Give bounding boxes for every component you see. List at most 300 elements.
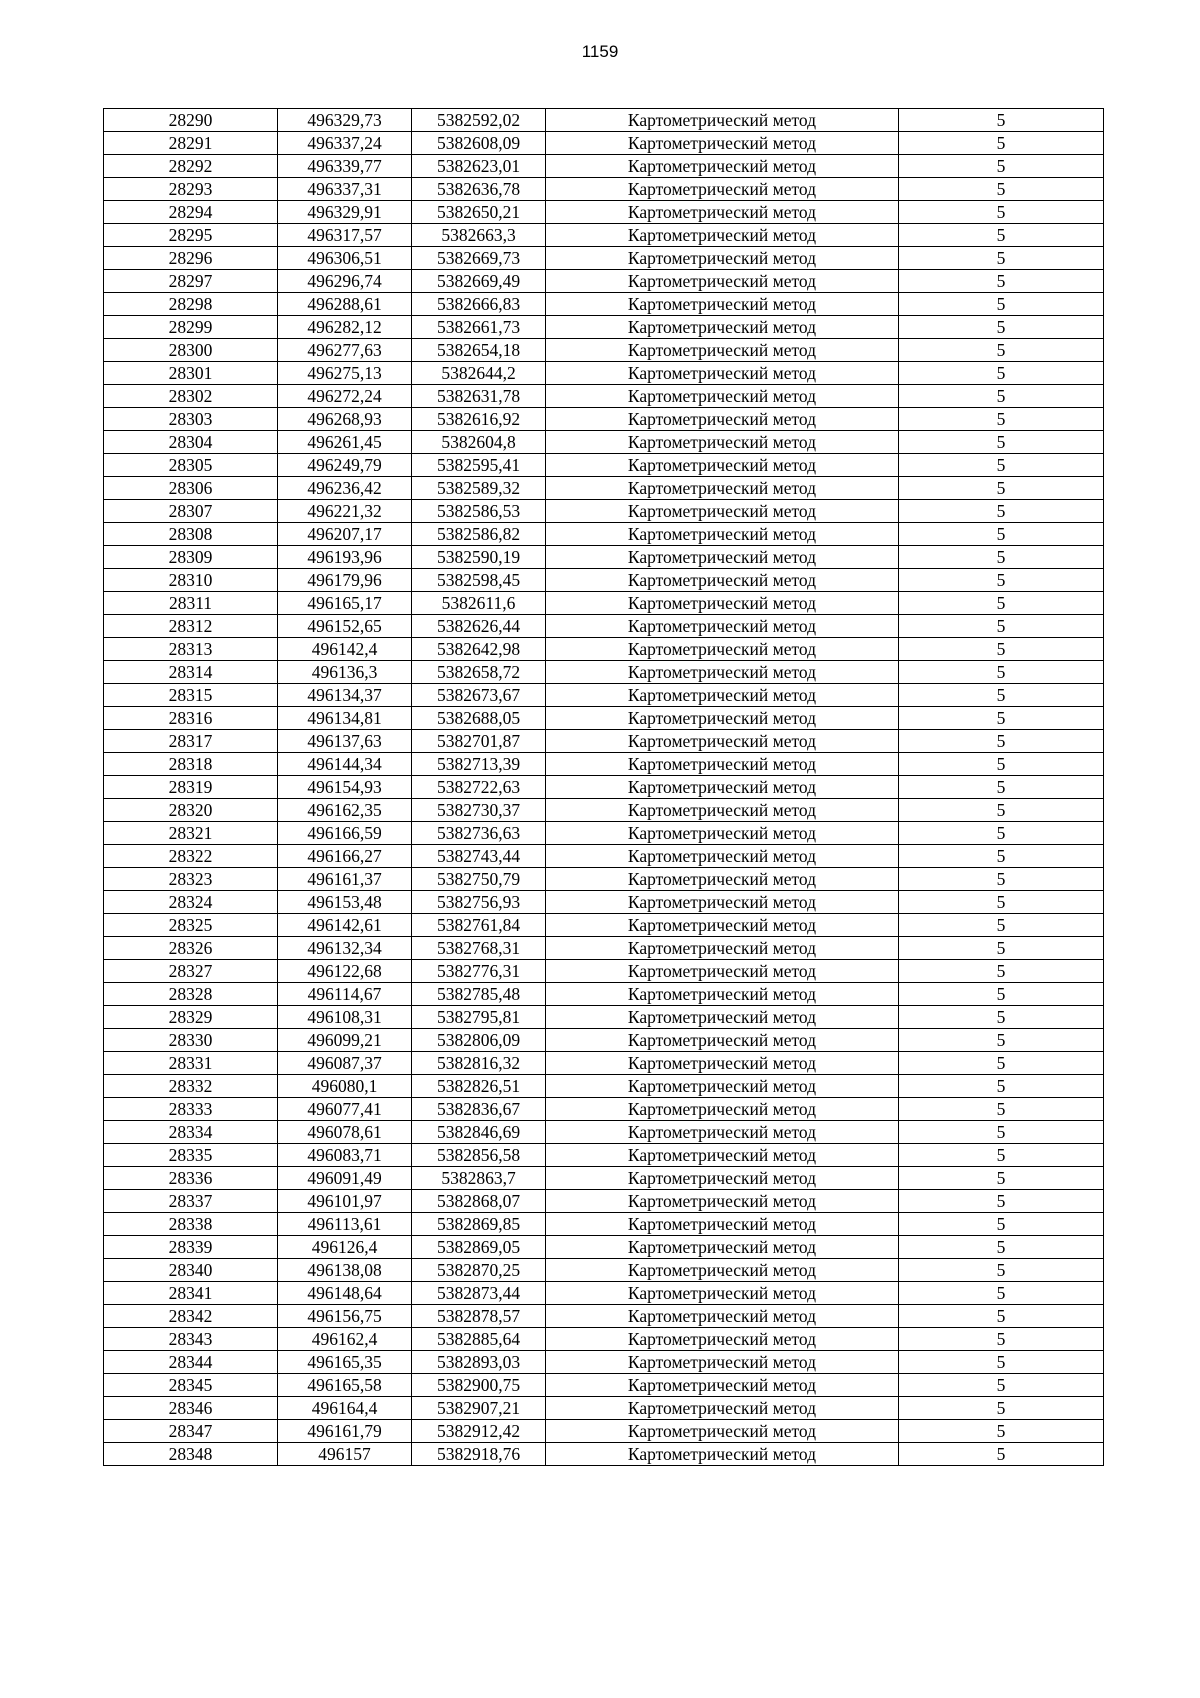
point-number-cell: 28301	[104, 362, 278, 385]
y-coordinate-cell: 5382900,75	[412, 1374, 546, 1397]
y-coordinate-cell: 5382616,92	[412, 408, 546, 431]
table-row	[104, 868, 1104, 891]
accuracy-cell: 5	[899, 1443, 1104, 1466]
page-number: 1159	[581, 42, 619, 61]
x-coordinate-cell: 496221,32	[278, 500, 412, 523]
method-cell: Картометрический метод	[546, 1144, 899, 1167]
y-coordinate-cell: 5382736,63	[412, 822, 546, 845]
accuracy-cell: 5	[899, 960, 1104, 983]
table-row	[104, 477, 1104, 500]
x-coordinate-cell: 496122,68	[278, 960, 412, 983]
accuracy-cell: 5	[899, 1098, 1104, 1121]
y-coordinate-cell: 5382776,31	[412, 960, 546, 983]
table-row	[104, 1236, 1104, 1259]
y-coordinate-cell: 5382611,6	[412, 592, 546, 615]
accuracy-cell: 5	[899, 753, 1104, 776]
accuracy-cell: 5	[899, 1259, 1104, 1282]
accuracy-cell: 5	[899, 293, 1104, 316]
method-cell: Картометрический метод	[546, 385, 899, 408]
y-coordinate-cell: 5382592,02	[412, 109, 546, 132]
accuracy-cell: 5	[899, 891, 1104, 914]
point-number-cell: 28338	[104, 1213, 278, 1236]
point-number-cell: 28317	[104, 730, 278, 753]
y-coordinate-cell: 5382912,42	[412, 1420, 546, 1443]
y-coordinate-cell: 5382836,67	[412, 1098, 546, 1121]
y-coordinate-cell: 5382673,67	[412, 684, 546, 707]
x-coordinate-cell: 496161,37	[278, 868, 412, 891]
point-number-cell: 28308	[104, 523, 278, 546]
table-row	[104, 891, 1104, 914]
accuracy-cell: 5	[899, 1167, 1104, 1190]
x-coordinate-cell: 496193,96	[278, 546, 412, 569]
method-cell: Картометрический метод	[546, 178, 899, 201]
method-cell: Картометрический метод	[546, 707, 899, 730]
y-coordinate-cell: 5382586,82	[412, 523, 546, 546]
y-coordinate-cell: 5382589,32	[412, 477, 546, 500]
method-cell: Картометрический метод	[546, 753, 899, 776]
method-cell: Картометрический метод	[546, 224, 899, 247]
point-number-cell: 28318	[104, 753, 278, 776]
accuracy-cell: 5	[899, 799, 1104, 822]
accuracy-cell: 5	[899, 1052, 1104, 1075]
y-coordinate-cell: 5382688,05	[412, 707, 546, 730]
method-cell: Картометрический метод	[546, 270, 899, 293]
point-number-cell: 28329	[104, 1006, 278, 1029]
accuracy-cell: 5	[899, 523, 1104, 546]
point-number-cell: 28330	[104, 1029, 278, 1052]
point-number-cell: 28305	[104, 454, 278, 477]
table-row	[104, 960, 1104, 983]
method-cell: Картометрический метод	[546, 1443, 899, 1466]
y-coordinate-cell: 5382644,2	[412, 362, 546, 385]
x-coordinate-cell: 496306,51	[278, 247, 412, 270]
table-row	[104, 937, 1104, 960]
point-number-cell: 28341	[104, 1282, 278, 1305]
x-coordinate-cell: 496134,81	[278, 707, 412, 730]
x-coordinate-cell: 496329,73	[278, 109, 412, 132]
accuracy-cell: 5	[899, 1236, 1104, 1259]
method-cell: Картометрический метод	[546, 316, 899, 339]
accuracy-cell: 5	[899, 201, 1104, 224]
method-cell: Картометрический метод	[546, 500, 899, 523]
accuracy-cell: 5	[899, 1144, 1104, 1167]
accuracy-cell: 5	[899, 1351, 1104, 1374]
accuracy-cell: 5	[899, 132, 1104, 155]
accuracy-cell: 5	[899, 776, 1104, 799]
y-coordinate-cell: 5382669,49	[412, 270, 546, 293]
table-row	[104, 1397, 1104, 1420]
method-cell: Картометрический метод	[546, 1351, 899, 1374]
table-row	[104, 546, 1104, 569]
y-coordinate-cell: 5382730,37	[412, 799, 546, 822]
y-coordinate-cell: 5382806,09	[412, 1029, 546, 1052]
point-number-cell: 28321	[104, 822, 278, 845]
table-row	[104, 109, 1104, 132]
table-row	[104, 1121, 1104, 1144]
y-coordinate-cell: 5382701,87	[412, 730, 546, 753]
y-coordinate-cell: 5382623,01	[412, 155, 546, 178]
table-row	[104, 1052, 1104, 1075]
point-number-cell: 28312	[104, 615, 278, 638]
point-number-cell: 28297	[104, 270, 278, 293]
point-number-cell: 28334	[104, 1121, 278, 1144]
table-row	[104, 776, 1104, 799]
point-number-cell: 28299	[104, 316, 278, 339]
method-cell: Картометрический метод	[546, 362, 899, 385]
y-coordinate-cell: 5382863,7	[412, 1167, 546, 1190]
y-coordinate-cell: 5382795,81	[412, 1006, 546, 1029]
accuracy-cell: 5	[899, 1420, 1104, 1443]
x-coordinate-cell: 496142,4	[278, 638, 412, 661]
method-cell: Картометрический метод	[546, 1236, 899, 1259]
x-coordinate-cell: 496154,93	[278, 776, 412, 799]
y-coordinate-cell: 5382666,83	[412, 293, 546, 316]
table-row	[104, 1305, 1104, 1328]
y-coordinate-cell: 5382663,3	[412, 224, 546, 247]
method-cell: Картометрический метод	[546, 1213, 899, 1236]
point-number-cell: 28311	[104, 592, 278, 615]
method-cell: Картометрический метод	[546, 615, 899, 638]
y-coordinate-cell: 5382785,48	[412, 983, 546, 1006]
point-number-cell: 28296	[104, 247, 278, 270]
x-coordinate-cell: 496272,24	[278, 385, 412, 408]
table-row	[104, 1098, 1104, 1121]
x-coordinate-cell: 496268,93	[278, 408, 412, 431]
point-number-cell: 28322	[104, 845, 278, 868]
table-row	[104, 983, 1104, 1006]
point-number-cell: 28343	[104, 1328, 278, 1351]
point-number-cell: 28295	[104, 224, 278, 247]
x-coordinate-cell: 496166,27	[278, 845, 412, 868]
y-coordinate-cell: 5382756,93	[412, 891, 546, 914]
y-coordinate-cell: 5382869,85	[412, 1213, 546, 1236]
table-row	[104, 454, 1104, 477]
accuracy-cell: 5	[899, 661, 1104, 684]
y-coordinate-cell: 5382846,69	[412, 1121, 546, 1144]
point-number-cell: 28327	[104, 960, 278, 983]
table-row	[104, 1006, 1104, 1029]
x-coordinate-cell: 496261,45	[278, 431, 412, 454]
accuracy-cell: 5	[899, 454, 1104, 477]
x-coordinate-cell: 496080,1	[278, 1075, 412, 1098]
table-row	[104, 270, 1104, 293]
point-number-cell: 28302	[104, 385, 278, 408]
y-coordinate-cell: 5382642,98	[412, 638, 546, 661]
accuracy-cell: 5	[899, 316, 1104, 339]
method-cell: Картометрический метод	[546, 477, 899, 500]
accuracy-cell: 5	[899, 1121, 1104, 1144]
table-row	[104, 569, 1104, 592]
accuracy-cell: 5	[899, 247, 1104, 270]
point-number-cell: 28323	[104, 868, 278, 891]
table-row	[104, 1075, 1104, 1098]
method-cell: Картометрический метод	[546, 339, 899, 362]
method-cell: Картометрический метод	[546, 546, 899, 569]
point-number-cell: 28309	[104, 546, 278, 569]
y-coordinate-cell: 5382743,44	[412, 845, 546, 868]
accuracy-cell: 5	[899, 1374, 1104, 1397]
accuracy-cell: 5	[899, 1190, 1104, 1213]
method-cell: Картометрический метод	[546, 1259, 899, 1282]
x-coordinate-cell: 496142,61	[278, 914, 412, 937]
x-coordinate-cell: 496136,3	[278, 661, 412, 684]
point-number-cell: 28336	[104, 1167, 278, 1190]
table-row	[104, 799, 1104, 822]
point-number-cell: 28307	[104, 500, 278, 523]
accuracy-cell: 5	[899, 1006, 1104, 1029]
table-row	[104, 592, 1104, 615]
method-cell: Картометрический метод	[546, 1397, 899, 1420]
y-coordinate-cell: 5382722,63	[412, 776, 546, 799]
point-number-cell: 28315	[104, 684, 278, 707]
point-number-cell: 28347	[104, 1420, 278, 1443]
method-cell: Картометрический метод	[546, 661, 899, 684]
method-cell: Картометрический метод	[546, 1305, 899, 1328]
point-number-cell: 28335	[104, 1144, 278, 1167]
table-row	[104, 362, 1104, 385]
x-coordinate-cell: 496113,61	[278, 1213, 412, 1236]
y-coordinate-cell: 5382669,73	[412, 247, 546, 270]
point-number-cell: 28337	[104, 1190, 278, 1213]
method-cell: Картометрический метод	[546, 891, 899, 914]
coordinates-table-body	[104, 109, 1104, 1466]
method-cell: Картометрический метод	[546, 293, 899, 316]
table-row	[104, 385, 1104, 408]
table-row	[104, 316, 1104, 339]
x-coordinate-cell: 496126,4	[278, 1236, 412, 1259]
y-coordinate-cell: 5382761,84	[412, 914, 546, 937]
table-row	[104, 1282, 1104, 1305]
accuracy-cell: 5	[899, 1282, 1104, 1305]
table-row	[104, 224, 1104, 247]
method-cell: Картометрический метод	[546, 845, 899, 868]
point-number-cell: 28320	[104, 799, 278, 822]
table-row	[104, 1420, 1104, 1443]
table-row	[104, 822, 1104, 845]
method-cell: Картометрический метод	[546, 776, 899, 799]
method-cell: Картометрический метод	[546, 454, 899, 477]
method-cell: Картометрический метод	[546, 1328, 899, 1351]
y-coordinate-cell: 5382873,44	[412, 1282, 546, 1305]
x-coordinate-cell: 496144,34	[278, 753, 412, 776]
point-number-cell: 28346	[104, 1397, 278, 1420]
y-coordinate-cell: 5382608,09	[412, 132, 546, 155]
x-coordinate-cell: 496161,79	[278, 1420, 412, 1443]
y-coordinate-cell: 5382868,07	[412, 1190, 546, 1213]
x-coordinate-cell: 496277,63	[278, 339, 412, 362]
y-coordinate-cell: 5382869,05	[412, 1236, 546, 1259]
accuracy-cell: 5	[899, 569, 1104, 592]
y-coordinate-cell: 5382598,45	[412, 569, 546, 592]
y-coordinate-cell: 5382654,18	[412, 339, 546, 362]
accuracy-cell: 5	[899, 937, 1104, 960]
point-number-cell: 28340	[104, 1259, 278, 1282]
x-coordinate-cell: 496337,31	[278, 178, 412, 201]
method-cell: Картометрический метод	[546, 1052, 899, 1075]
accuracy-cell: 5	[899, 615, 1104, 638]
point-number-cell: 28332	[104, 1075, 278, 1098]
x-coordinate-cell: 496091,49	[278, 1167, 412, 1190]
y-coordinate-cell: 5382878,57	[412, 1305, 546, 1328]
accuracy-cell: 5	[899, 730, 1104, 753]
accuracy-cell: 5	[899, 1305, 1104, 1328]
accuracy-cell: 5	[899, 546, 1104, 569]
method-cell: Картометрический метод	[546, 1006, 899, 1029]
point-number-cell: 28345	[104, 1374, 278, 1397]
method-cell: Картометрический метод	[546, 799, 899, 822]
x-coordinate-cell: 496282,12	[278, 316, 412, 339]
point-number-cell: 28304	[104, 431, 278, 454]
accuracy-cell: 5	[899, 707, 1104, 730]
x-coordinate-cell: 496132,34	[278, 937, 412, 960]
x-coordinate-cell: 496134,37	[278, 684, 412, 707]
y-coordinate-cell: 5382918,76	[412, 1443, 546, 1466]
point-number-cell: 28310	[104, 569, 278, 592]
method-cell: Картометрический метод	[546, 569, 899, 592]
x-coordinate-cell: 496339,77	[278, 155, 412, 178]
method-cell: Картометрический метод	[546, 960, 899, 983]
point-number-cell: 28300	[104, 339, 278, 362]
table-row	[104, 247, 1104, 270]
accuracy-cell: 5	[899, 385, 1104, 408]
x-coordinate-cell: 496165,17	[278, 592, 412, 615]
x-coordinate-cell: 496317,57	[278, 224, 412, 247]
method-cell: Картометрический метод	[546, 1167, 899, 1190]
method-cell: Картометрический метод	[546, 592, 899, 615]
point-number-cell: 28342	[104, 1305, 278, 1328]
table-row	[104, 707, 1104, 730]
accuracy-cell: 5	[899, 109, 1104, 132]
x-coordinate-cell: 496156,75	[278, 1305, 412, 1328]
accuracy-cell: 5	[899, 500, 1104, 523]
method-cell: Картометрический метод	[546, 247, 899, 270]
table-row	[104, 1029, 1104, 1052]
y-coordinate-cell: 5382658,72	[412, 661, 546, 684]
x-coordinate-cell: 496166,59	[278, 822, 412, 845]
accuracy-cell: 5	[899, 914, 1104, 937]
table-row	[104, 1167, 1104, 1190]
y-coordinate-cell: 5382750,79	[412, 868, 546, 891]
y-coordinate-cell: 5382816,32	[412, 1052, 546, 1075]
table-row	[104, 914, 1104, 937]
method-cell: Картометрический метод	[546, 822, 899, 845]
accuracy-cell: 5	[899, 1213, 1104, 1236]
point-number-cell: 28328	[104, 983, 278, 1006]
x-coordinate-cell: 496138,08	[278, 1259, 412, 1282]
x-coordinate-cell: 496288,61	[278, 293, 412, 316]
x-coordinate-cell: 496099,21	[278, 1029, 412, 1052]
point-number-cell: 28303	[104, 408, 278, 431]
accuracy-cell: 5	[899, 592, 1104, 615]
method-cell: Картометрический метод	[546, 523, 899, 546]
x-coordinate-cell: 496162,4	[278, 1328, 412, 1351]
x-coordinate-cell: 496077,41	[278, 1098, 412, 1121]
x-coordinate-cell: 496108,31	[278, 1006, 412, 1029]
table-row	[104, 753, 1104, 776]
table-row	[104, 339, 1104, 362]
accuracy-cell: 5	[899, 684, 1104, 707]
coordinates-table	[103, 108, 1104, 1466]
table-row	[104, 1443, 1104, 1466]
accuracy-cell: 5	[899, 477, 1104, 500]
table-row	[104, 201, 1104, 224]
x-coordinate-cell: 496152,65	[278, 615, 412, 638]
accuracy-cell: 5	[899, 155, 1104, 178]
table-row	[104, 1259, 1104, 1282]
method-cell: Картометрический метод	[546, 1075, 899, 1098]
method-cell: Картометрический метод	[546, 1374, 899, 1397]
point-number-cell: 28316	[104, 707, 278, 730]
table-row	[104, 684, 1104, 707]
point-number-cell: 28291	[104, 132, 278, 155]
y-coordinate-cell: 5382626,44	[412, 615, 546, 638]
table-row	[104, 615, 1104, 638]
accuracy-cell: 5	[899, 431, 1104, 454]
y-coordinate-cell: 5382595,41	[412, 454, 546, 477]
y-coordinate-cell: 5382586,53	[412, 500, 546, 523]
accuracy-cell: 5	[899, 362, 1104, 385]
x-coordinate-cell: 496165,58	[278, 1374, 412, 1397]
method-cell: Картометрический метод	[546, 868, 899, 891]
y-coordinate-cell: 5382661,73	[412, 316, 546, 339]
point-number-cell: 28348	[104, 1443, 278, 1466]
y-coordinate-cell: 5382826,51	[412, 1075, 546, 1098]
x-coordinate-cell: 496083,71	[278, 1144, 412, 1167]
table-row	[104, 523, 1104, 546]
x-coordinate-cell: 496296,74	[278, 270, 412, 293]
point-number-cell: 28294	[104, 201, 278, 224]
x-coordinate-cell: 496078,61	[278, 1121, 412, 1144]
y-coordinate-cell: 5382907,21	[412, 1397, 546, 1420]
x-coordinate-cell: 496236,42	[278, 477, 412, 500]
method-cell: Картометрический метод	[546, 1282, 899, 1305]
table-row	[104, 408, 1104, 431]
y-coordinate-cell: 5382604,8	[412, 431, 546, 454]
point-number-cell: 28298	[104, 293, 278, 316]
method-cell: Картометрический метод	[546, 1121, 899, 1144]
point-number-cell: 28344	[104, 1351, 278, 1374]
y-coordinate-cell: 5382650,21	[412, 201, 546, 224]
x-coordinate-cell: 496164,4	[278, 1397, 412, 1420]
method-cell: Картометрический метод	[546, 408, 899, 431]
accuracy-cell: 5	[899, 983, 1104, 1006]
point-number-cell: 28306	[104, 477, 278, 500]
accuracy-cell: 5	[899, 1075, 1104, 1098]
accuracy-cell: 5	[899, 1328, 1104, 1351]
point-number-cell: 28324	[104, 891, 278, 914]
accuracy-cell: 5	[899, 408, 1104, 431]
table-row	[104, 431, 1104, 454]
table-row	[104, 638, 1104, 661]
x-coordinate-cell: 496162,35	[278, 799, 412, 822]
y-coordinate-cell: 5382870,25	[412, 1259, 546, 1282]
point-number-cell: 28292	[104, 155, 278, 178]
method-cell: Картометрический метод	[546, 914, 899, 937]
point-number-cell: 28331	[104, 1052, 278, 1075]
point-number-cell: 28339	[104, 1236, 278, 1259]
table-row	[104, 178, 1104, 201]
table-row	[104, 845, 1104, 868]
method-cell: Картометрический метод	[546, 132, 899, 155]
y-coordinate-cell: 5382768,31	[412, 937, 546, 960]
accuracy-cell: 5	[899, 339, 1104, 362]
table-row	[104, 1213, 1104, 1236]
x-coordinate-cell: 496087,37	[278, 1052, 412, 1075]
method-cell: Картометрический метод	[546, 155, 899, 178]
table-row	[104, 155, 1104, 178]
x-coordinate-cell: 496275,13	[278, 362, 412, 385]
y-coordinate-cell: 5382636,78	[412, 178, 546, 201]
